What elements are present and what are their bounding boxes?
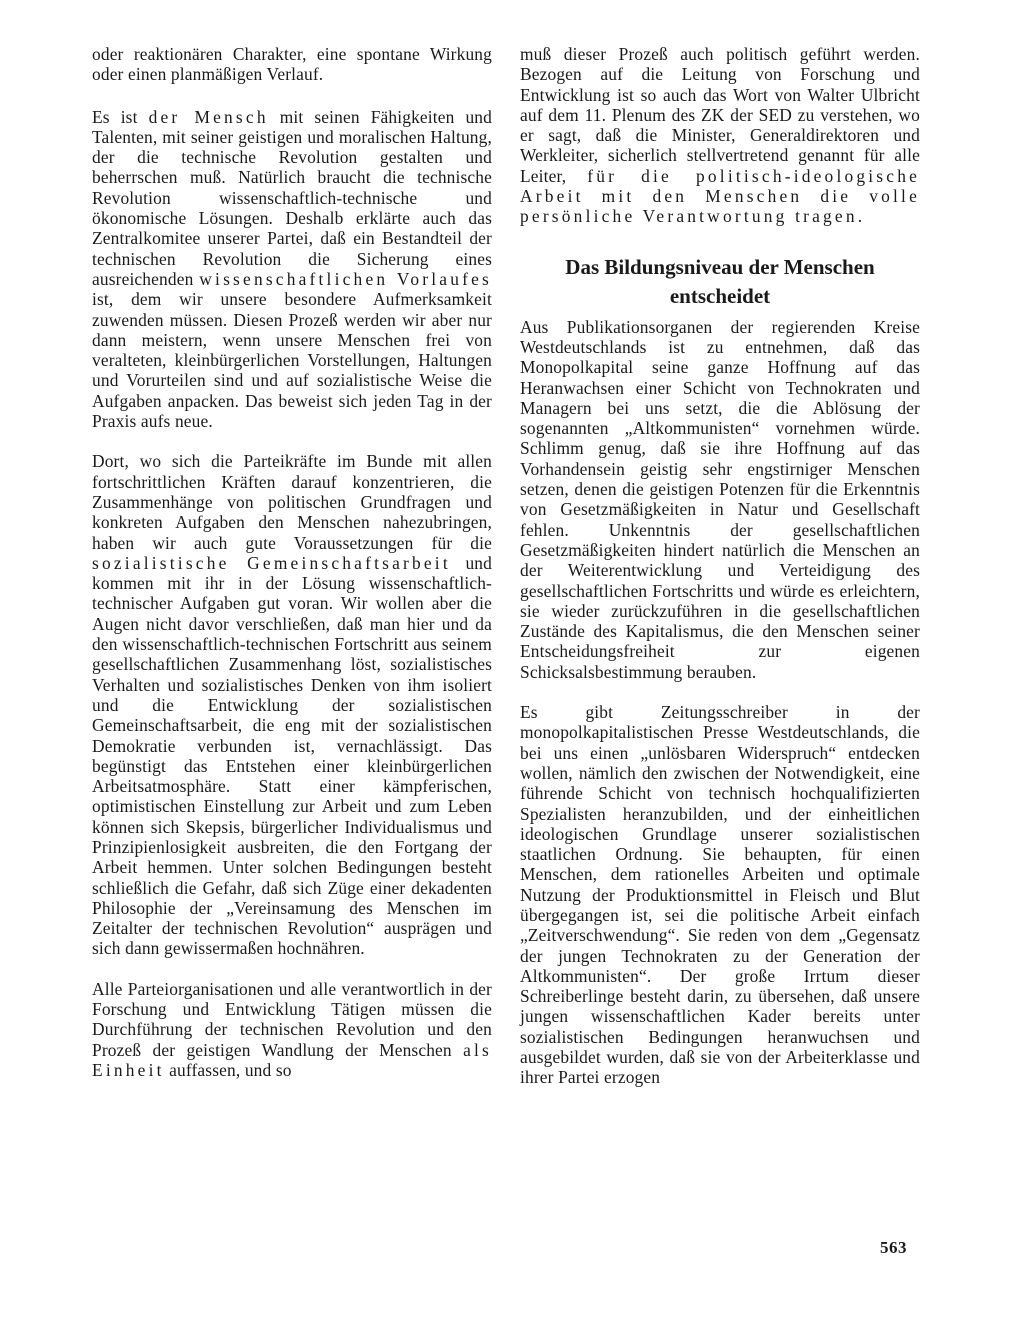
paragraph-prozess-gefuehrt — [520, 44, 920, 227]
text-run: ist, dem wir unsere besondere Aufmerksamkeit zuwenden müssen. Diesen Prozeß werden wir aber nur dann meistern, wenn unsere Menschen frei von veralteten, kleinbürgerlichen Vorstellungen, Haltungen und Vorurteilen sind und auf sozialistische Weise die Aufgaben anpacken. Das beweist sich jeden Tag in der Praxis aufs neue. — [92, 289, 492, 432]
section-heading: Das Bildungsniveau der Menschen entscheidet — [565, 254, 875, 308]
text-run: Es ist — [92, 106, 149, 127]
text-run: Alle Parteiorganisationen und alle verantwortlich in der Forschung und Entwicklung Tätigen müssen die Durchführung der technischen Revolution und den Prozeß der geistigen Wandlung der Menschen — [92, 978, 492, 1060]
text-run: muß dieser Prozeß auch politisch geführt werden. Bezogen auf die Leitung von Forschung und Entwicklung ist so auch das Wort von Walter Ulbricht auf dem 11. Plenum des ZK der SED zu verstehen, wo er sagt, daß die Minister, Generaldirektoren und Werkleiter, sicherlich stellvertretend genannt für alle Leiter, — [520, 44, 920, 186]
spaced-emphasis: sozialistische Gemeinschaftsarbeit — [92, 552, 451, 573]
paragraph-publikationsorgane: Aus Publikationsorganen der regierenden Kreise Westdeutschlands ist zu entnehmen, daß das Monopolkapital seine ganze Hoffnung auf das Heranwachsen einer Schicht von Technokraten und Managern bei uns setzt, die die Ablösung der sogenannten „Altkommunisten“ vornehmen würde. Schlimm genug, daß sie ihre Hoffnung auf das Vorhandensein geistig sehr engstirniger Menschen setzen, denen die geistigen Potenzen für die Erkenntnis von Gesetzmäßigkeiten in Natur und Gesellschaft fehlen. Unkenntnis der gesellschaftlichen Gesetzmäßigkeiten hindert natürlich die Menschen an der Weiterentwicklung und Verteidigung des gesellschaftlichen Fortschritts und würde es erleichtern, sie wieder zurückzuführen in die gesellschaftlichen Zustände des Kapitalismus, die den Menschen seiner Entscheidungsfreiheit zur eigenen Schicksalsbestimmung berauben. — [520, 316, 920, 682]
text-run: und kommen mit ihr in der Lösung wissenschaftlich-technischer Aufgaben gut voran. Wir wollen aber die Augen nicht davor verschließen, daß man hier und da den wissenschaftlich-technischen Fortschritt aus seinem gesellschaftlichen Zusammenhang löst, sozialistisches Verhalten und sozialistisches Denken von ihm isoliert und die Entwicklung der sozialistischen Gemeinschaftsarbeit, die eng mit der sozialistischen Demokratie verbunden ist, vernachlässigt. Das begünstigt das Entstehen einer kleinbürgerlichen Arbeitsatmosphäre. Statt einer kämpferischen, optimistischen Einstellung zur Arbeit und zum Leben können sich Skepsis, bürgerlicher Individualismus und Prinzipienlosigkeit ausbreiten, die den Fortgang der Arbeit hemmen. Unter solchen Bedingungen besteht schließlich die Gefahr, daß sich Züge einer dekadenten Philosophie der „Vereinsamung des Menschen im Zeitalter der technischen Revolution“ ausprägen und sich dann gewissermaßen hochnähren. — [92, 552, 492, 959]
text-run: mit seinen Fähigkeiten und Talenten, mit seiner geistigen und moralischen Haltung, der die technische Revolution gestalten und beherrschen muß. Natürlich braucht die technische Revolution wissenschaftlich-technische und ökonomische Lösungen. Deshalb erklärte auch das Zentralkomitee unserer Partei, daß ein Bestandteil der technischen Revolution die Sicherung eines ausreichenden — [92, 106, 492, 289]
paragraph-parteiorganisationen — [92, 979, 492, 1080]
paragraph-continuation: oder reaktionären Charakter, eine spontane Wirkung oder einen planmäßigen Verlauf. — [92, 44, 492, 85]
text-run: Dort, wo sich die Parteikräfte im Bunde mit allen fortschrittlichen Kräften darauf konzentrieren, die Zusammenhänge von politischen Grundfragen und konkreten Aufgaben den Menschen nahezubringen, haben wir auch gute Voraussetzungen für die — [92, 451, 492, 553]
right-column — [520, 44, 920, 1108]
paragraph-parteikraefte — [92, 451, 492, 958]
left-column — [92, 44, 492, 1100]
page-number: 563 — [880, 1238, 907, 1257]
spaced-emphasis: der Mensch — [148, 106, 269, 127]
text-run: auffassen, und so — [164, 1059, 292, 1080]
paragraph-zeitungsschreiber: Es gibt Zeitungsschreiber in der monopolkapitalistischen Presse Westdeutschlands, die bei uns einen „unlösbaren Widerspruch“ entdecken wollen, nämlich den zwischen der Notwendigkeit, eine führende Schicht von technisch hochqualifizierten Spezialisten heranzubilden, und der einheitlichen ideologischen Grundlage unserer sozialistischen staatlichen Ordnung. Sie behaupten, für einen Menschen, dem rationelles Arbeiten und optimale Nutzung der Produktionsmittel in Fleisch und Blut übergegangen ist, sei die politische Arbeit einfach „Zeitverschwendung“. Sie reden von dem „Gegensatz der jungen Technokraten zu der Generation der Altkommunisten“. Der große Irrtum dieser Schreiberlinge besteht darin, zu übersehen, daß unsere jungen wissenschaftlichen Kader bereits unter sozialistischen Bedingungen heranwuchsen und ausgebildet wurden, daß sie von der Arbeiterklasse und ihrer Partei erzogen — [520, 702, 920, 1088]
paragraph-der-mensch — [92, 107, 492, 432]
spaced-emphasis: für die politisch-ideologische Arbeit mit den Menschen die volle persönliche Verantwortung tragen. — [520, 165, 921, 227]
spaced-emphasis: als Einheit — [92, 1039, 492, 1080]
spaced-emphasis: wissenschaftlichen Vorlaufes — [199, 268, 492, 289]
